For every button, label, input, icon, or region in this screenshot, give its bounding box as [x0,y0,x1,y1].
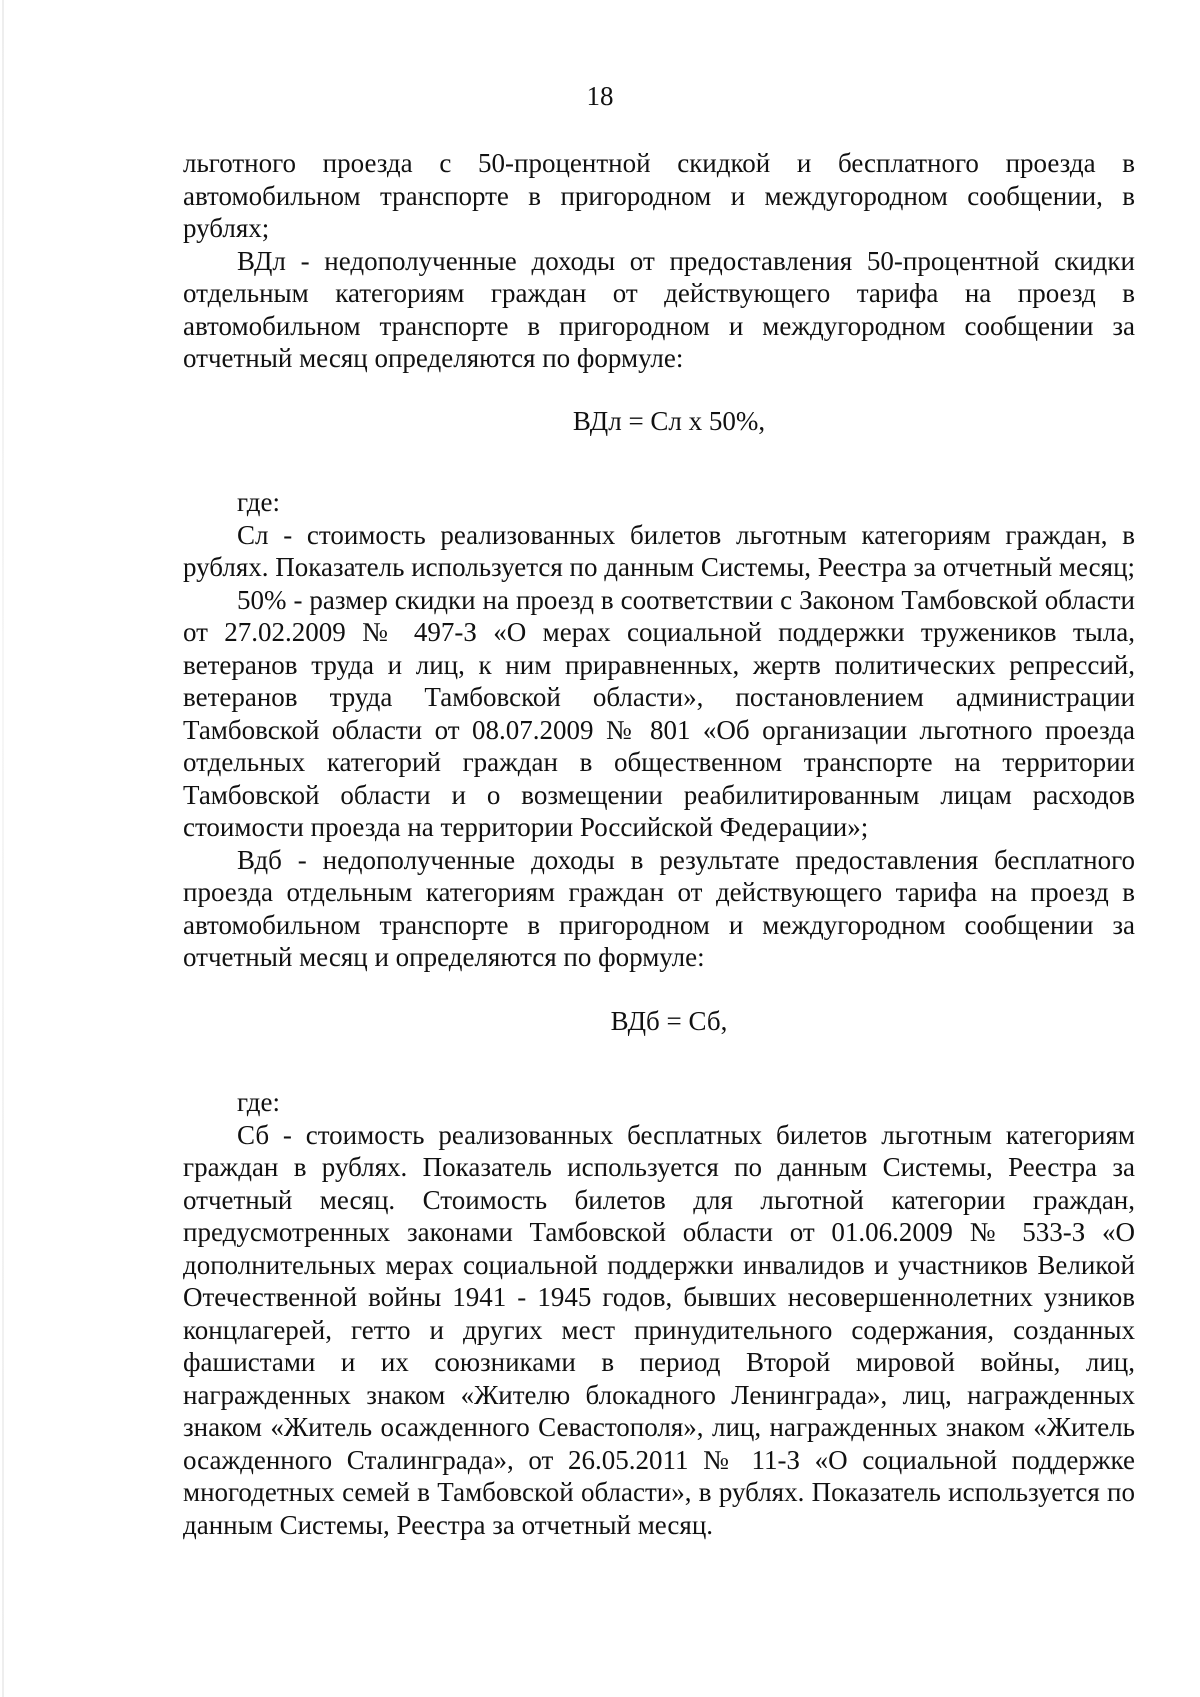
paragraph-sb-definition: Сб - стоимость реализованных бесплатных билетов льготным категориям граждан в рублях. Показатель используется по данным Системы, Реестра за отчетный месяц. Стоимость билетов для льготной категории граждан, предусмотренных законами Тамбовской области от 01.06.2009 № 533-З «О дополнительных мерах социальной поддержки инвалидов и участников Великой Отечественной войны 1941 - 1945 годов, бывших несовершеннолетних узников концлагерей, гетто и других мест принудительного содержания, созданных фашистами и их союзниками в период Второй мировой войны, лиц, награжденных знаком «Жителю блокадного Ленинграда», лиц, награжденных знаком «Житель осажденного Севастополя», лиц, награжденных знаком «Житель осажденного Сталинграда», от 26.05.2011 № 11-З «О социальной поддержке многодетных семей в Тамбовской области», в рублях. Показатель используется по данным Системы, Реестра за отчетный месяц. [183,1119,1135,1540]
where-label: где: [237,1087,280,1117]
paragraph-continuation: льготного проезда с 50-процентной скидкой и бесплатного проезда в автомобильном транспорте в пригородном и междугородном сообщении, в рублях; [183,148,1135,243]
paragraph-discount-definition: 50% - размер скидки на проезд в соответствии с Законом Тамбовской области от 27.02.2009 № 497-З «О мерах социальной поддержки тружеников тыла, ветеранов труда и лиц, к ним приравненных, жертв политических репрессий, ветеранов труда Тамбовской области», постановлением администрации Тамбовской области от 08.07.2009 № 801 «Об организации льготного проезда отдельных категорий граждан в общественном транспорте на территории Тамбовской области и о возмещении реабилитированным лицам расходов стоимости проезда на территории Российской Федерации»; [183,584,1135,842]
paragraph-vdb-definition: Вдб - недополученные доходы в результате предоставления бесплатного проезда отдельным категориям граждан от действующего тарифа на проезд в автомобильном транспорте в пригородном и междугородном сообщении за отчетный месяц и определяются по формуле: [183,844,1135,972]
paragraph-sl-definition: Сл - стоимость реализованных билетов льготным категориям граждан, в рублях. Показатель используется по данным Системы, Реестра за отчетный месяц; [183,519,1136,582]
document-body [183,147,1135,1541]
scan-edge [2,0,4,1697]
where-label: где: [237,487,280,517]
formula-vdb: ВДб = Сб, [610,1005,728,1036]
formula-vdl: ВДл = Сл х 50%, [572,405,766,436]
page-number: 18 [586,81,614,111]
paragraph-vdl-definition: ВДл - недополученные доходы от предоставления 50-процентной скидки отдельным категориям граждан от действующего тарифа на проезд в автомобильном транспорте в пригородном и междугородном сообщении за отчетный месяц определяются по формуле: [183,245,1135,373]
